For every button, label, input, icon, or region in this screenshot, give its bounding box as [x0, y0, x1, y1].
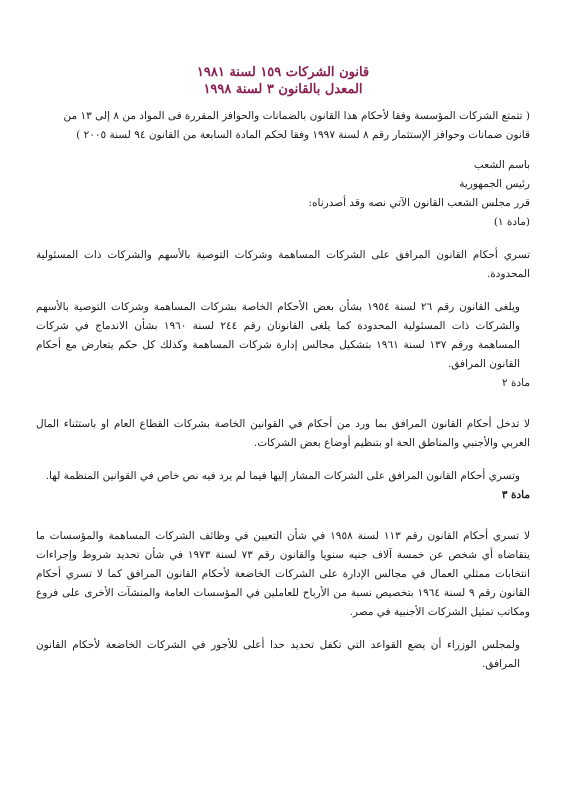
article-1-paragraph-2: ويلغى القانون رقم ٢٦ لسنة ١٩٥٤ بشأن بعض الأحكام الخاصة بشركات المساهمة وشركات التوصية بالأسهم والشركات ذات المسئولية المحدودة كما يلغى القانونان رقم ٢٤٤ لسنة ١٩٦٠ بشأن الاندماج في شركات المساهمة ورقم ١٣٧ لسنة ١٩٦١ بتشكيل مجالس إدارة شركات المساهمة وكذلك كل حكم يتعارض مع أحكام القانون المرافق.	[36, 301, 520, 370]
article-2-paragraph-1: لا تدخل أحكام القانون المرافق بما ورد من أحكام في القوانين الخاصة بشركات القطاع العام او باستثناء المال العربي والأجنبي والمناطق الحة او بتنظيم أوضاع بعض الشركات.	[36, 418, 530, 449]
article-2-heading: مادة ٢	[502, 377, 530, 389]
article-1-paragraph-1: تسري أحكام القانون المرافق على الشركات المساهمة وشركات التوصية بالأسهم والشركات ذات المسئولية المحدودة.	[36, 249, 530, 280]
document-subtitle: المعدل بالقانون ٣ لسنة ١٩٩٨	[203, 82, 363, 97]
article-3-heading: مادة ٣	[501, 489, 530, 501]
document-title: قانون الشركات ١٥٩ لسنة ١٩٨١	[196, 65, 370, 80]
preamble-decree: قرر مجلس الشعب القانون الآتي نصه وقد أصدرناه:	[308, 197, 530, 209]
preamble-president: رئيس الجمهورية	[459, 178, 530, 190]
preamble-people: باسم الشعب	[473, 159, 530, 171]
article-2-paragraph-2: وتسري أحكام القانون المرافق على الشركات المشار إليها فيما لم يرد فيه نص خاص في القوانين المنظمة لها.	[45, 470, 520, 482]
article-3-paragraph-2: ولمجلس الوزراء أن يضع القواعد التي تكفل تحديد حدا أعلى للأجور في الشركات الخاضعة لأحكام القانون المرافق.	[36, 639, 520, 670]
article-3-paragraph-1: لا تسري أحكام القانون رقم ١١٣ لسنة ١٩٥٨ في شأن التعيين في وظائف الشركات المساهمة والمؤسسات ما يتقاضاه أي شخص عن خمسة آلاف جنيه سنويا والقانون رقم ٧٣ لسنة ١٩٧٣ في شأن تحديد شروط وإجراءات انتخابات ممثلي العمال في مجالس الإدارة على الشركات الخاضعة لأحكام القانون المرافق كما لا تسري أحكام القانون رقم ٩ لسنة ١٩٦٤ بتخصيص نسبة من الأرباح للعاملين في المؤسسات العامة والمنشآت الأخرى على فروع ومكاتب تمثيل الشركات الأجنبية في مصر.	[36, 530, 531, 618]
article-1-heading: (مادة ١)	[493, 216, 530, 228]
intro-note: ( تتمتع الشركات المؤسسة وفقا لأحكام هذا القانون بالضمانات والحوافز المقررة فى المواد من ٨ إلى ١٣ من قانون ضمانات وحوافز الإستثمار رقم ٨ لسنة ١٩٩٧ وفقا لحكم المادة السابعة من القانون ٩٤ لسنة ٢٠٠٥ )	[63, 110, 530, 141]
